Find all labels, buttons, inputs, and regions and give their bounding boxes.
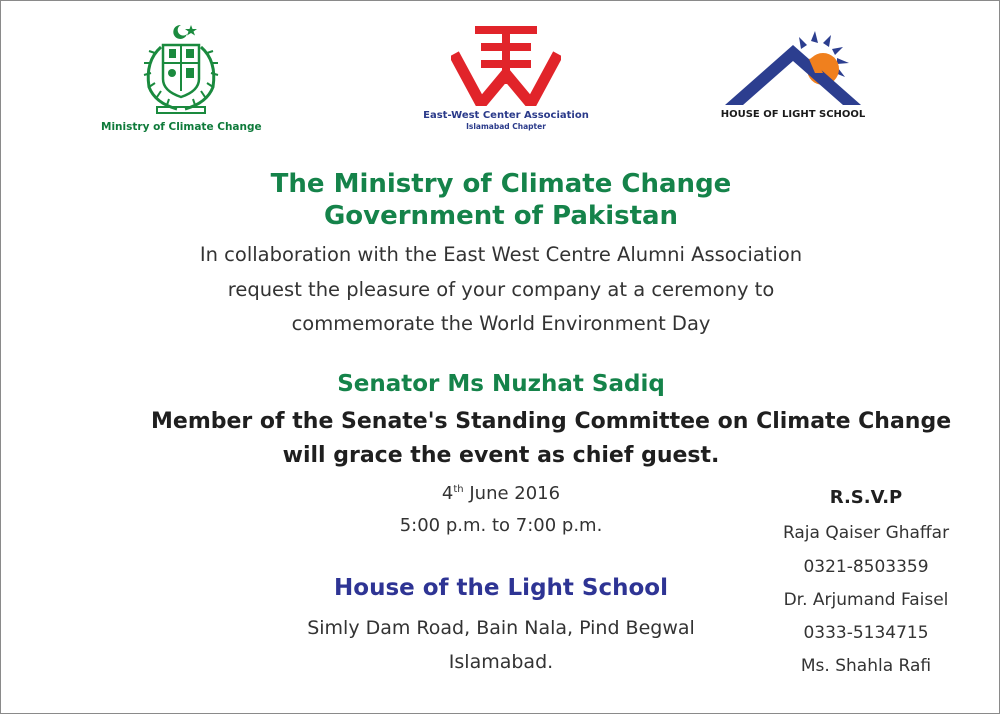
rsvp-contact-name: Dr. Arjumand Faisel: [783, 590, 949, 610]
ewca-logo-caption: East-West Center Association: [423, 110, 589, 121]
guest-role-line-2: will grace the event as chief guest.: [282, 443, 720, 468]
east-west-center-icon: [451, 26, 561, 106]
ministry-logo: [101, 19, 261, 133]
venue-city: Islamabad.: [448, 651, 554, 673]
date-suffix: th: [453, 484, 464, 495]
venue-address: Simly Dam Road, Bain Nala, Pind Begwal: [307, 617, 695, 639]
event-time: 5:00 p.m. to 7:00 p.m.: [399, 515, 603, 536]
guest-name: Senator Ms Nuzhat Sadiq: [337, 371, 665, 397]
school-logo: [713, 29, 873, 120]
ewca-logo: [406, 26, 606, 131]
collab-line-2: request the pleasure of your company at a ceremony to: [227, 278, 775, 301]
ministry-logo-caption: Ministry of Climate Change: [101, 121, 262, 133]
guest-role-line-1: Member of the Senate's Standing Committee on Climate Change: [151, 409, 952, 434]
rsvp-contact-name: Raja Qaiser Ghaffar: [782, 523, 950, 543]
org-line-2: Government of Pakistan: [323, 201, 679, 231]
date-day: 4: [441, 483, 454, 504]
venue-name: House of the Light School: [334, 575, 668, 601]
ewca-logo-subcaption: Islamabad Chapter: [466, 122, 546, 131]
event-date: [151, 483, 851, 504]
rsvp-contact-phone: 0333-5134715: [803, 623, 929, 643]
org-line-1: The Ministry of Climate Change: [270, 169, 732, 199]
rsvp-contact-name: Ms. Shahla Rafi: [800, 656, 932, 676]
collab-line-1: In collaboration with the East West Centre Alumni Association: [199, 243, 803, 266]
school-logo-caption: HOUSE OF LIGHT SCHOOL: [720, 109, 866, 120]
collab-line-3: commemorate the World Environment Day: [291, 312, 711, 335]
rsvp-contact-phone: 0321-8503359: [803, 557, 929, 577]
rsvp-title: R.S.V.P: [829, 487, 903, 508]
date-rest: June 2016: [463, 483, 561, 504]
pakistan-emblem-icon: [133, 19, 229, 119]
house-sun-icon: [719, 29, 867, 107]
